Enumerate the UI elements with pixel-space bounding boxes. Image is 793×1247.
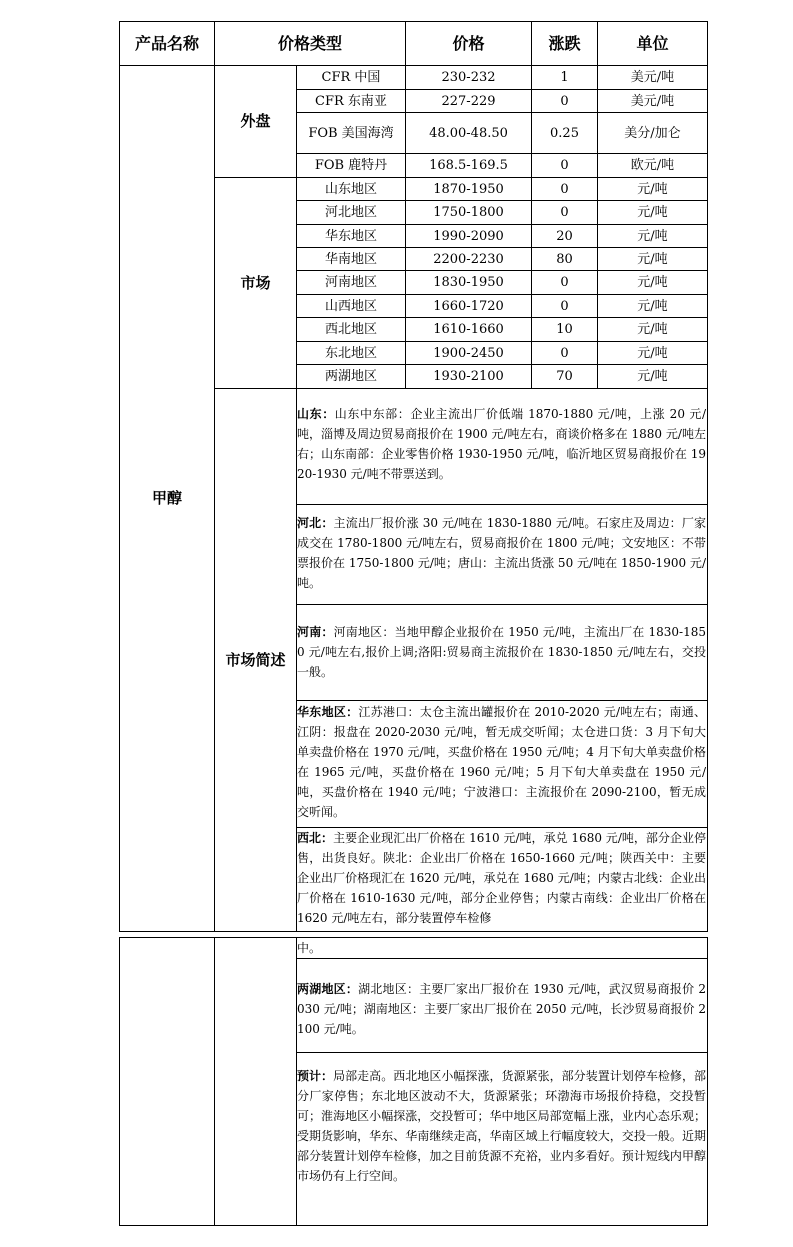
row-change: 10 — [556, 322, 573, 337]
summary-label: 预计： — [297, 1069, 334, 1083]
row-price: 1900-2450 — [433, 345, 504, 361]
row-unit: 元/吨 — [637, 369, 668, 384]
header-price: 价格 — [452, 34, 485, 53]
row-price: 1930-2100 — [433, 369, 504, 384]
row-unit: 元/吨 — [637, 345, 668, 361]
row-price: 230-232 — [441, 70, 496, 85]
row-unit: 元/吨 — [637, 251, 668, 267]
table-border — [119, 1225, 708, 1226]
header-product: 产品名称 — [134, 34, 199, 53]
row-unit: 元/吨 — [637, 322, 668, 337]
row-change: 0 — [560, 93, 569, 109]
row-name: 河北地区 — [324, 205, 377, 220]
group-summary: 市场简述 — [225, 650, 286, 669]
table-border — [214, 937, 215, 1226]
row-unit: 美元/吨 — [630, 93, 675, 109]
row-change: 0.25 — [550, 125, 579, 141]
summary-xibei-continued: 中。 — [297, 941, 322, 955]
row-name: 华南地区 — [324, 251, 377, 267]
summary-text: 主要企业现汇出厂价格在 1610 元/吨，承兑 1680 元/吨，部分企业停售，出货良好。陕北：企业出厂价格在 1650-1660 元/吨；陕西关中：主要企业出厂价格现汇在 1620 元/吨，承兑在 1680 元/吨；内蒙古北线：企业出厂价格在 1610-1630 元/吨，部分企业停售；内蒙古南线：企业出厂价格在 1620 元/吨左右，部分装置停车检修 — [297, 831, 706, 925]
row-unit: 美分/加仑 — [624, 125, 681, 141]
row-price: 2200-2230 — [433, 251, 504, 267]
row-price: 1610-1660 — [433, 322, 504, 337]
row-change: 1 — [560, 70, 569, 85]
summary-lianghu — [297, 979, 706, 1039]
summary-label: 两湖地区： — [297, 982, 359, 996]
summary-text: 湖北地区：主要厂家出厂报价在 1930 元/吨，武汉贸易商报价 2030 元/吨；湖南地区：主要厂家出厂报价在 2050 元/吨，长沙贸易商报价 2100 元/吨。 — [297, 982, 706, 1036]
row-name: 西北地区 — [324, 322, 377, 337]
summary-text: 山东中东部：企业主流出厂价低端 1870-1880 元/吨，上涨 20 元/吨，淄博及周边贸易商报价在 1900 元/吨左右，商谈价格多在 1880 元/吨左右；山东南部：企业零售价格 1930-1950 元/吨，临沂地区贸易商报价在 1920-1930 元/吨不带票送到。 — [297, 407, 706, 481]
row-price: 227-229 — [441, 93, 496, 109]
row-price: 1990-2090 — [433, 228, 504, 244]
table-border — [707, 937, 708, 1226]
summary-forecast — [297, 1066, 706, 1186]
group-market: 市场 — [240, 273, 271, 292]
row-price: 1830-1950 — [433, 275, 504, 290]
summary-xibei — [297, 828, 706, 930]
row-name: 华东地区 — [324, 228, 377, 244]
row-unit: 元/吨 — [637, 275, 668, 290]
row-unit: 元/吨 — [637, 228, 668, 244]
row-price: 1870-1950 — [433, 181, 504, 197]
row-change: 20 — [556, 228, 573, 244]
table-border — [296, 504, 708, 505]
row-name: CFR 中国 — [321, 70, 381, 85]
summary-label: 华东地区： — [297, 705, 359, 719]
row-change: 0 — [560, 345, 569, 361]
table-border — [119, 931, 708, 932]
row-name: 东北地区 — [324, 345, 377, 361]
summary-label: 西北： — [297, 831, 334, 845]
row-price: 1660-1720 — [433, 298, 504, 314]
row-unit: 元/吨 — [637, 298, 668, 314]
row-name: FOB 鹿特丹 — [314, 158, 388, 173]
table-border — [119, 937, 120, 1226]
table-border — [296, 700, 708, 701]
group-external: 外盘 — [240, 112, 271, 130]
row-price: 48.00-48.50 — [429, 125, 508, 141]
summary-label: 河南： — [297, 625, 334, 639]
header-change: 涨跌 — [548, 34, 581, 53]
summary-hebei — [297, 513, 706, 593]
summary-label: 河北： — [297, 516, 334, 530]
row-name: 两湖地区 — [324, 369, 377, 384]
row-name: 山西地区 — [324, 298, 377, 314]
row-unit: 欧元/吨 — [630, 158, 675, 173]
row-change: 70 — [556, 369, 573, 384]
table-border — [296, 1052, 708, 1053]
summary-text: 主流出厂报价涨 30 元/吨在 1830-1880 元/吨。石家庄及周边：厂家成交在 1780-1800 元/吨左右，贸易商报价在 1800 元/吨；文安地区：不带票报价在 1750-1800 元/吨；唐山：主流出货涨 50 元/吨在 1850-1900 元/吨。 — [297, 516, 706, 590]
row-change: 0 — [560, 205, 569, 220]
row-name: 山东地区 — [324, 181, 377, 197]
summary-text: 江苏港口：太仓主流出罐报价在 2010-2020 元/吨左右；南通、江阴：报盘在 2020-2030 元/吨，暂无成交听闻；太仓进口货：3 月下旬大单卖盘价格在 1970 元/吨，买盘价格在 1950 元/吨；4 月下旬大单卖盘价格在 1965 元/吨，买盘价格在 1960 元/吨；5 月下旬大单卖盘在 1950 元/吨，买盘价格在 1940 元/吨；宁波港口：主流报价在 2090-2100，暂无成交听闻。 — [297, 705, 706, 819]
summary-label: 山东： — [297, 407, 335, 421]
header-unit: 单位 — [636, 34, 669, 53]
summary-henan — [297, 622, 706, 682]
row-change: 80 — [556, 251, 573, 267]
row-price: 1750-1800 — [433, 205, 504, 220]
row-change: 0 — [560, 275, 569, 290]
header-price-type: 价格类型 — [277, 34, 342, 53]
summary-huadong — [297, 702, 706, 822]
row-unit: 元/吨 — [637, 181, 668, 197]
row-name: CFR 东南亚 — [315, 93, 387, 109]
row-price: 168.5-169.5 — [429, 158, 508, 173]
product-name: 甲醇 — [151, 489, 182, 507]
table-border — [296, 604, 708, 605]
row-name: FOB 美国海湾 — [308, 125, 394, 141]
table-border — [707, 21, 708, 932]
table-border — [296, 958, 708, 959]
row-change: 0 — [560, 298, 569, 314]
summary-text: 局部走高。西北地区小幅探涨，货源紧张，部分装置计划停车检修，部分厂家停售；东北地区波动不大，货源紧张；环渤海市场报价持稳，交投暂可；淮海地区小幅探涨，交投暂可；华中地区局部宽幅上涨，业内心态乐观；受期货影响，华东、华南继续走高，华南区域上行幅度较大，交投一般。近期部分装置计划停车检修，加之目前货源不充裕，业内多看好。预计短线内甲醇市场仍有上行空间。 — [297, 1069, 706, 1183]
summary-shandong — [297, 404, 706, 484]
row-name: 河南地区 — [324, 275, 377, 290]
row-change: 0 — [560, 158, 569, 173]
row-unit: 元/吨 — [637, 205, 668, 220]
row-unit: 美元/吨 — [630, 70, 675, 85]
row-change: 0 — [560, 181, 569, 197]
summary-text: 河南地区：当地甲醇企业报价在 1950 元/吨，主流出厂在 1830-1850 元/吨左右,报价上调;洛阳:贸易商主流报价在 1830-1850 元/吨左右，交投一般。 — [297, 625, 706, 679]
